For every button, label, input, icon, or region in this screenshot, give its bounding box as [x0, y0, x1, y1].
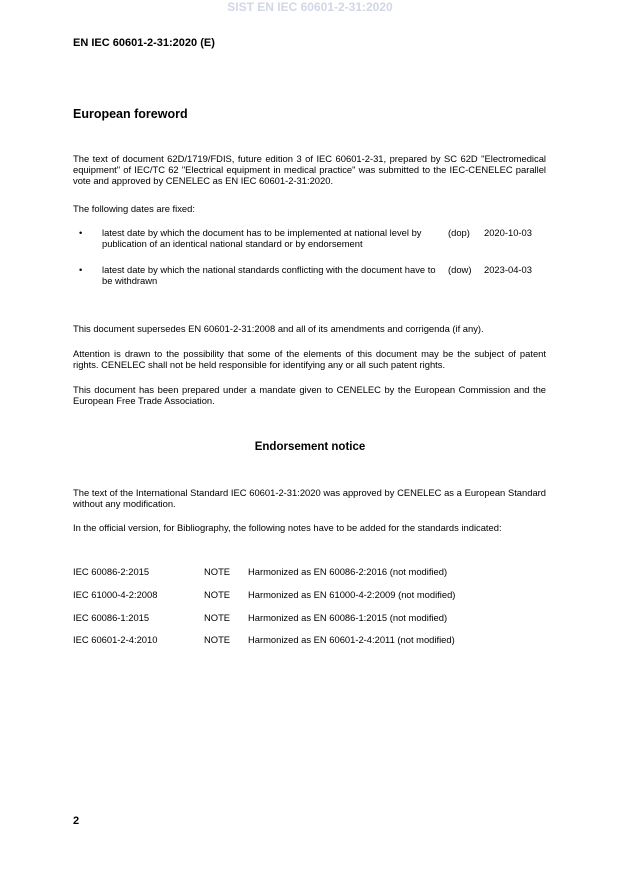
- note-label: NOTE: [204, 612, 231, 623]
- bullet-marker: •: [79, 227, 83, 238]
- harmonization-text: Harmonized as EN 60086-2:2016 (not modified): [248, 566, 448, 577]
- harmonization-text: Harmonized as EN 61000-4-2:2009 (not modified): [248, 589, 456, 600]
- date-description: latest date by which the national standards conflicting with the document have to be withdrawn: [102, 264, 436, 286]
- note-label: NOTE: [204, 566, 231, 577]
- endorsement-title: Endorsement notice: [254, 441, 366, 453]
- standard-reference: IEC 60601-2-4:2010: [73, 634, 158, 645]
- date-code: (dop): [448, 227, 470, 238]
- endorsement-paragraph-1: The text of the International Standard IEC 60601-2-31:2020 was approved by CENELEC as a European Standard without any modification.: [73, 487, 546, 509]
- note-label: NOTE: [204, 589, 231, 600]
- endorsement-paragraph-2: In the official version, for Bibliography, the following notes have to be added for the standards indicated:: [73, 522, 502, 533]
- foreword-paragraph-3: This document supersedes EN 60601-2-31:2008 and all of its amendments and corrigenda (if any).: [73, 323, 484, 334]
- date-value: 2023-04-03: [484, 264, 532, 275]
- bullet-marker: •: [79, 264, 83, 275]
- foreword-paragraph-1: The text of document 62D/1719/FDIS, future edition 3 of IEC 60601-2-31, prepared by SC 62D "Electromedical equipment" of IEC/TC 62 "Electrical equipment in medical practice" was submitted to the IEC-CENELEC parallel vote and approved by CENELEC as EN IEC 60601-2-31:2020.: [73, 153, 546, 186]
- harmonization-text: Harmonized as EN 60086-1:2015 (not modified): [248, 612, 448, 623]
- foreword-paragraph-5: This document has been prepared under a mandate given to CENELEC by the European Commission and the European Free Trade Association.: [73, 384, 546, 406]
- date-value: 2020-10-03: [484, 227, 532, 238]
- standard-reference: IEC 60086-1:2015: [73, 612, 150, 623]
- standard-reference: IEC 60086-2:2015: [73, 566, 150, 577]
- foreword-paragraph-4: Attention is drawn to the possibility that some of the elements of this document may be the subject of patent rights. CENELEC shall not be held responsible for identifying any or all such patent rights.: [73, 348, 546, 370]
- date-description: latest date by which the document has to be implemented at national level by publication of an identical national standard or by endorsement: [102, 227, 422, 249]
- foreword-paragraph-2: The following dates are fixed:: [73, 203, 195, 214]
- standard-reference: IEC 61000-4-2:2008: [73, 589, 158, 600]
- note-label: NOTE: [204, 634, 231, 645]
- document-header: EN IEC 60601-2-31:2020 (E): [73, 37, 215, 49]
- page-number: 2: [73, 815, 80, 827]
- harmonization-text: Harmonized as EN 60601-2-4:2011 (not modified): [248, 634, 455, 645]
- watermark: SIST EN IEC 60601-2-31:2020: [227, 0, 393, 14]
- date-code: (dow): [448, 264, 472, 275]
- foreword-title: European foreword: [73, 107, 188, 121]
